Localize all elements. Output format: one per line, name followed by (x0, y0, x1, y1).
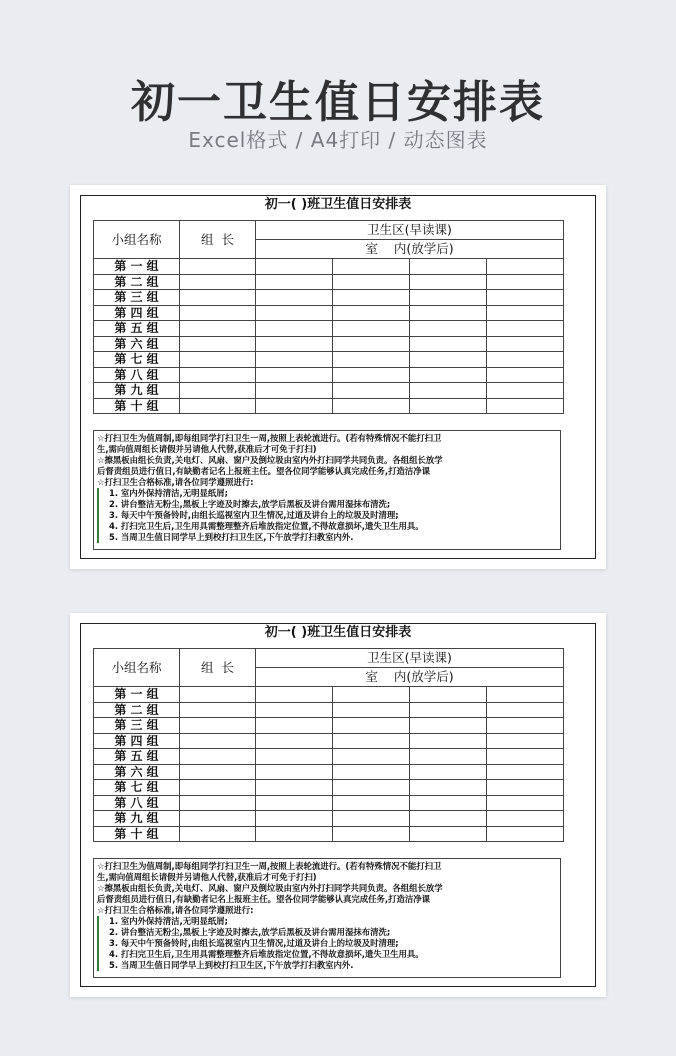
empty-cell[interactable] (180, 290, 256, 306)
header-group-name: 小组名称 (94, 221, 180, 259)
sheet-preview-1 (70, 185, 606, 569)
empty-cell[interactable] (333, 718, 410, 734)
group-name-cell: 第 三 组 (94, 718, 180, 734)
empty-cell[interactable] (487, 259, 564, 275)
table-row (94, 259, 564, 275)
group-name-cell: 第 一 组 (94, 687, 180, 703)
group-name-cell: 第 二 组 (94, 274, 180, 290)
header-zone-morning: 卫生区(早读课) (256, 649, 564, 668)
empty-cell[interactable] (333, 274, 410, 290)
empty-cell[interactable] (333, 749, 410, 765)
empty-cell[interactable] (256, 259, 333, 275)
note-line: ☆打扫卫生合格标准,请各位同学遵照进行: (97, 477, 254, 487)
table-row (94, 290, 564, 306)
empty-cell[interactable] (487, 749, 564, 765)
empty-cell[interactable] (180, 383, 256, 399)
note-line: 2. 讲台整洁无粉尘,黑板上字迹及时擦去,放学后黑板及讲台需用湿抹布清洗; (97, 499, 557, 510)
header-indoor-after: 室 内(放学后) (256, 240, 564, 259)
hero-title: 初一卫生值日安排表 (131, 77, 545, 128)
group-name-cell: 第 九 组 (94, 811, 180, 827)
note-line: 后督责组员进行值日,有缺勤者记名上报班主任。望各位同学能够认真完成任务,打造洁净课 (97, 466, 430, 476)
empty-cell[interactable] (256, 826, 333, 842)
empty-cell[interactable] (410, 826, 487, 842)
empty-cell[interactable] (256, 383, 333, 399)
empty-cell[interactable] (333, 336, 410, 352)
empty-cell[interactable] (180, 336, 256, 352)
empty-cell[interactable] (180, 733, 256, 749)
group-name-cell: 第 八 组 (94, 367, 180, 383)
empty-cell[interactable] (333, 352, 410, 368)
empty-cell[interactable] (256, 780, 333, 796)
empty-cell[interactable] (487, 733, 564, 749)
empty-cell[interactable] (180, 259, 256, 275)
empty-cell[interactable] (487, 290, 564, 306)
empty-cell[interactable] (410, 352, 487, 368)
note-line: 生,需向值周组长请假并另请他人代替,获准后才可免于打扫) (97, 872, 317, 882)
empty-cell[interactable] (333, 733, 410, 749)
empty-cell[interactable] (333, 687, 410, 703)
empty-cell[interactable] (180, 811, 256, 827)
empty-cell[interactable] (410, 259, 487, 275)
note-line: ☆擦黑板由组长负责,关电灯、风扇、窗户及倒垃圾由室内外打扫同学共同负责。各组组长放学 (97, 455, 443, 465)
empty-cell[interactable] (256, 733, 333, 749)
note-line: 2. 讲台整洁无粉尘,黑板上字迹及时擦去,放学后黑板及讲台需用湿抹布清洗; (97, 927, 557, 938)
empty-cell[interactable] (180, 321, 256, 337)
header-leader: 组 长 (180, 221, 256, 259)
table-row (94, 811, 564, 827)
empty-cell[interactable] (180, 687, 256, 703)
empty-cell[interactable] (256, 795, 333, 811)
table-row (94, 352, 564, 368)
note-line: ☆打扫卫生为值周制,即每组同学打扫卫生一周,按照上表轮流进行。(若有特殊情况不能打扫卫 (97, 433, 442, 443)
note-line: 4. 打扫完卫生后,卫生用具需整理整齐后堆放指定位置,不得故意损坏,遗失卫生用具。 (97, 521, 557, 532)
empty-cell[interactable] (487, 826, 564, 842)
empty-cell[interactable] (487, 274, 564, 290)
empty-cell[interactable] (256, 764, 333, 780)
empty-cell[interactable] (180, 352, 256, 368)
empty-cell[interactable] (256, 811, 333, 827)
empty-cell[interactable] (256, 321, 333, 337)
schedule-table (93, 648, 564, 842)
empty-cell[interactable] (333, 780, 410, 796)
empty-cell[interactable] (180, 702, 256, 718)
note-line: ☆擦黑板由组长负责,关电灯、风扇、窗户及倒垃圾由室内外打扫同学共同负责。各组组长放学 (97, 883, 443, 893)
empty-cell[interactable] (256, 367, 333, 383)
empty-cell[interactable] (180, 367, 256, 383)
empty-cell[interactable] (487, 702, 564, 718)
table-row (94, 687, 564, 703)
empty-cell[interactable] (410, 367, 487, 383)
group-name-cell: 第 五 组 (94, 321, 180, 337)
empty-cell[interactable] (410, 749, 487, 765)
notes-box (93, 858, 561, 978)
empty-cell[interactable] (256, 274, 333, 290)
empty-cell[interactable] (487, 305, 564, 321)
group-name-cell: 第 七 组 (94, 352, 180, 368)
empty-cell[interactable] (180, 305, 256, 321)
hero-subtitle: Excel格式 / A4打印 / 动态图表 (188, 128, 488, 152)
note-line: 4. 打扫完卫生后,卫生用具需整理整齐后堆放指定位置,不得故意损坏,遗失卫生用具。 (97, 949, 557, 960)
note-line: 3. 每天中午预备铃时,由组长巡视室内卫生情况,过道及讲台上的垃圾及时清理; (97, 938, 557, 949)
empty-cell[interactable] (256, 702, 333, 718)
group-name-cell: 第 五 组 (94, 749, 180, 765)
note-line: 后督责组员进行值日,有缺勤者记名上报班主任。望各位同学能够认真完成任务,打造洁净课 (97, 894, 430, 904)
sheet-title: 初一( )班卫生值日安排表 (264, 625, 412, 640)
empty-cell[interactable] (410, 733, 487, 749)
empty-cell[interactable] (256, 290, 333, 306)
empty-cell[interactable] (333, 290, 410, 306)
note-line: 1. 室内外保持清洁,无明显纸屑; (97, 916, 557, 927)
notes-box (93, 430, 561, 550)
empty-cell[interactable] (410, 321, 487, 337)
empty-cell[interactable] (410, 383, 487, 399)
empty-cell[interactable] (256, 749, 333, 765)
group-name-cell: 第 六 组 (94, 764, 180, 780)
table-row (94, 383, 564, 399)
table-row (94, 702, 564, 718)
empty-cell[interactable] (180, 274, 256, 290)
empty-cell[interactable] (333, 383, 410, 399)
group-name-cell: 第 七 组 (94, 780, 180, 796)
empty-cell[interactable] (410, 811, 487, 827)
sheet-preview-2 (70, 613, 606, 997)
empty-cell[interactable] (487, 718, 564, 734)
group-name-cell: 第 四 组 (94, 305, 180, 321)
note-line: 3. 每天中午预备铃时,由组长巡视室内卫生情况,过道及讲台上的垃圾及时清理; (97, 510, 557, 521)
empty-cell[interactable] (410, 336, 487, 352)
empty-cell[interactable] (256, 305, 333, 321)
table-row (94, 336, 564, 352)
note-line: ☆打扫卫生为值周制,即每组同学打扫卫生一周,按照上表轮流进行。(若有特殊情况不能打扫卫 (97, 861, 442, 871)
group-name-cell: 第 四 组 (94, 733, 180, 749)
empty-cell[interactable] (487, 764, 564, 780)
group-name-cell: 第 二 组 (94, 702, 180, 718)
note-line: 1. 室内外保持清洁,无明显纸屑; (97, 488, 557, 499)
empty-cell[interactable] (410, 764, 487, 780)
empty-cell[interactable] (333, 367, 410, 383)
table-row (94, 749, 564, 765)
sheet-title: 初一( )班卫生值日安排表 (264, 197, 412, 212)
empty-cell[interactable] (333, 764, 410, 780)
table-row (94, 795, 564, 811)
table-row (94, 826, 564, 842)
table-row (94, 305, 564, 321)
empty-cell[interactable] (487, 780, 564, 796)
table-row (94, 764, 564, 780)
empty-cell[interactable] (180, 780, 256, 796)
empty-cell[interactable] (180, 398, 256, 414)
empty-cell[interactable] (487, 367, 564, 383)
table-row (94, 367, 564, 383)
empty-cell[interactable] (333, 398, 410, 414)
header-indoor-after: 室 内(放学后) (256, 668, 564, 687)
empty-cell[interactable] (487, 687, 564, 703)
empty-cell[interactable] (410, 687, 487, 703)
empty-cell[interactable] (487, 383, 564, 399)
header-leader: 组 长 (180, 649, 256, 687)
empty-cell[interactable] (410, 398, 487, 414)
table-row (94, 274, 564, 290)
empty-cell[interactable] (410, 795, 487, 811)
empty-cell[interactable] (333, 811, 410, 827)
empty-cell[interactable] (487, 352, 564, 368)
note-line: ☆打扫卫生合格标准,请各位同学遵照进行: (97, 905, 254, 915)
header-zone-morning: 卫生区(早读课) (256, 221, 564, 240)
empty-cell[interactable] (180, 749, 256, 765)
empty-cell[interactable] (410, 290, 487, 306)
empty-cell[interactable] (410, 274, 487, 290)
empty-cell[interactable] (333, 826, 410, 842)
table-row (94, 718, 564, 734)
empty-cell[interactable] (180, 764, 256, 780)
empty-cell[interactable] (410, 780, 487, 796)
empty-cell[interactable] (487, 321, 564, 337)
note-line: 5. 当周卫生值日同学早上到校打扫卫生区,下午放学打扫教室内外. (97, 532, 557, 543)
empty-cell[interactable] (333, 795, 410, 811)
empty-cell[interactable] (256, 687, 333, 703)
group-name-cell: 第 六 组 (94, 336, 180, 352)
empty-cell[interactable] (333, 321, 410, 337)
group-name-cell: 第 九 组 (94, 383, 180, 399)
empty-cell[interactable] (487, 336, 564, 352)
empty-cell[interactable] (256, 398, 333, 414)
empty-cell[interactable] (410, 305, 487, 321)
empty-cell[interactable] (180, 795, 256, 811)
empty-cell[interactable] (333, 305, 410, 321)
empty-cell[interactable] (180, 826, 256, 842)
table-row (94, 733, 564, 749)
table-row (94, 321, 564, 337)
empty-cell[interactable] (487, 398, 564, 414)
table-row (94, 780, 564, 796)
group-name-cell: 第 一 组 (94, 259, 180, 275)
note-line: 5. 当周卫生值日同学早上到校打扫卫生区,下午放学打扫教室内外. (97, 960, 557, 971)
empty-cell[interactable] (256, 336, 333, 352)
group-name-cell: 第 十 组 (94, 826, 180, 842)
empty-cell[interactable] (487, 795, 564, 811)
group-name-cell: 第 八 组 (94, 795, 180, 811)
schedule-table (93, 220, 564, 414)
empty-cell[interactable] (256, 718, 333, 734)
empty-cell[interactable] (333, 702, 410, 718)
empty-cell[interactable] (333, 259, 410, 275)
empty-cell[interactable] (487, 811, 564, 827)
header-group-name: 小组名称 (94, 649, 180, 687)
table-row (94, 398, 564, 414)
empty-cell[interactable] (256, 352, 333, 368)
group-name-cell: 第 三 组 (94, 290, 180, 306)
empty-cell[interactable] (410, 702, 487, 718)
group-name-cell: 第 十 组 (94, 398, 180, 414)
note-line: 生,需向值周组长请假并另请他人代替,获准后才可免于打扫) (97, 444, 317, 454)
empty-cell[interactable] (410, 718, 487, 734)
empty-cell[interactable] (180, 718, 256, 734)
